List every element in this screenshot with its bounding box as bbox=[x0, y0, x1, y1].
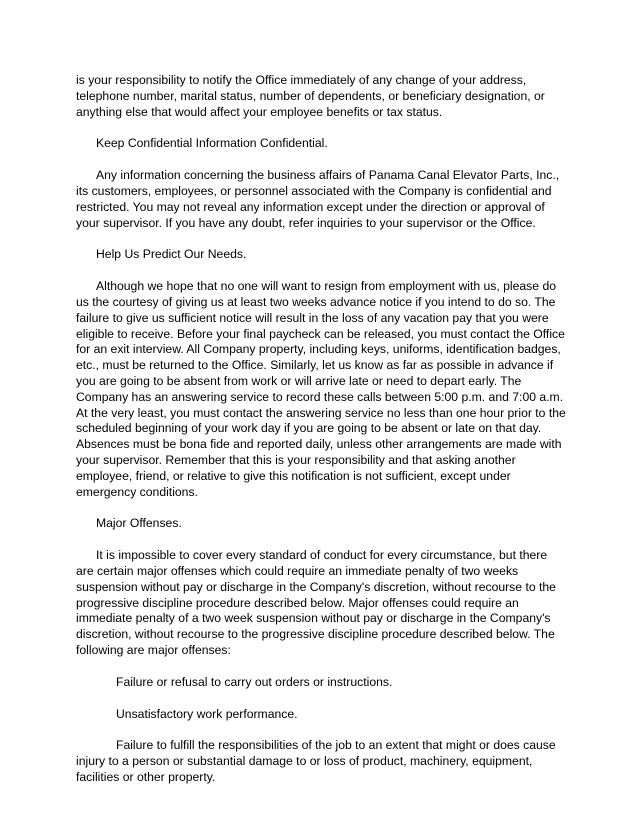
paragraph-predict-needs: Although we hope that no one will want to resign from employment with us, please do us the courtesy of giving us at least two weeks advance notice if you intend to do so. The failure to give us sufficient notice will result in the loss of any vacation pay that you were eligible to receive. Before your final paycheck can be released, you must contact the Office for an exit interview. All Company property, including keys, uniforms, identification badges, etc., must be returned to the Office. Similarly, let us know as far as possible in advance if you are going to be absent from work or will arrive late or need to depart early. The Company has an answering service to record these calls between 5:00 p.m. and 7:00 a.m. At the very least, you must contact the answering service no less than one hour prior to the scheduled beginning of your work day if you are going to be absent or late on that day. Absences must be bona fide and reported daily, unless other arrangements are made with your supervisor. Remember that this is your responsibility and that asking another employee, friend, or relative to give this notification is not sufficient, except under emergency conditions. bbox=[76, 279, 566, 499]
offense-item-failure-responsibilities: Failure to fulfill the responsibilities of the job to an extent that might or does cause injury to a person or substantial damage to or loss of product, machinery, equipment, facilities or other property. bbox=[76, 738, 556, 784]
heading-confidential-information: Keep Confidential Information Confidential. bbox=[96, 136, 328, 151]
document-page bbox=[76, 73, 566, 802]
paragraph-confidential-information: Any information concerning the business affairs of Panama Canal Elevator Parts, Inc., its customers, employees, or personnel associated with the Company is confidential and restricted. You may not reveal any information except under the direction or approval of your supervisor. If you have any doubt, refer inquiries to your supervisor or the Office. bbox=[76, 168, 560, 230]
paragraph-major-offenses: It is impossible to cover every standard of conduct for every circumstance, but there are certain major offenses which could require an immediate penalty of two weeks suspension without pay or discharge in the Company's discretion, without recourse to the progressive discipline procedure described below. Major offenses could require an immediate penalty of a two week suspension without pay or discharge in the Company's discretion, without recourse to the progressive discipline procedure described below. The following are major offenses: bbox=[76, 548, 556, 657]
paragraph-notify-changes: is your responsibility to notify the Office immediately of any change of your address, telephone number, marital status, number of dependents, or beneficiary designation, or anything else that would affect your employee benefits or tax status. bbox=[76, 73, 545, 119]
offense-item-unsatisfactory-performance: Unsatisfactory work performance. bbox=[116, 706, 298, 721]
heading-predict-needs: Help Us Predict Our Needs. bbox=[96, 247, 247, 262]
heading-major-offenses: Major Offenses. bbox=[96, 516, 182, 531]
offense-item-refusal: Failure or refusal to carry out orders or instructions. bbox=[116, 674, 393, 689]
